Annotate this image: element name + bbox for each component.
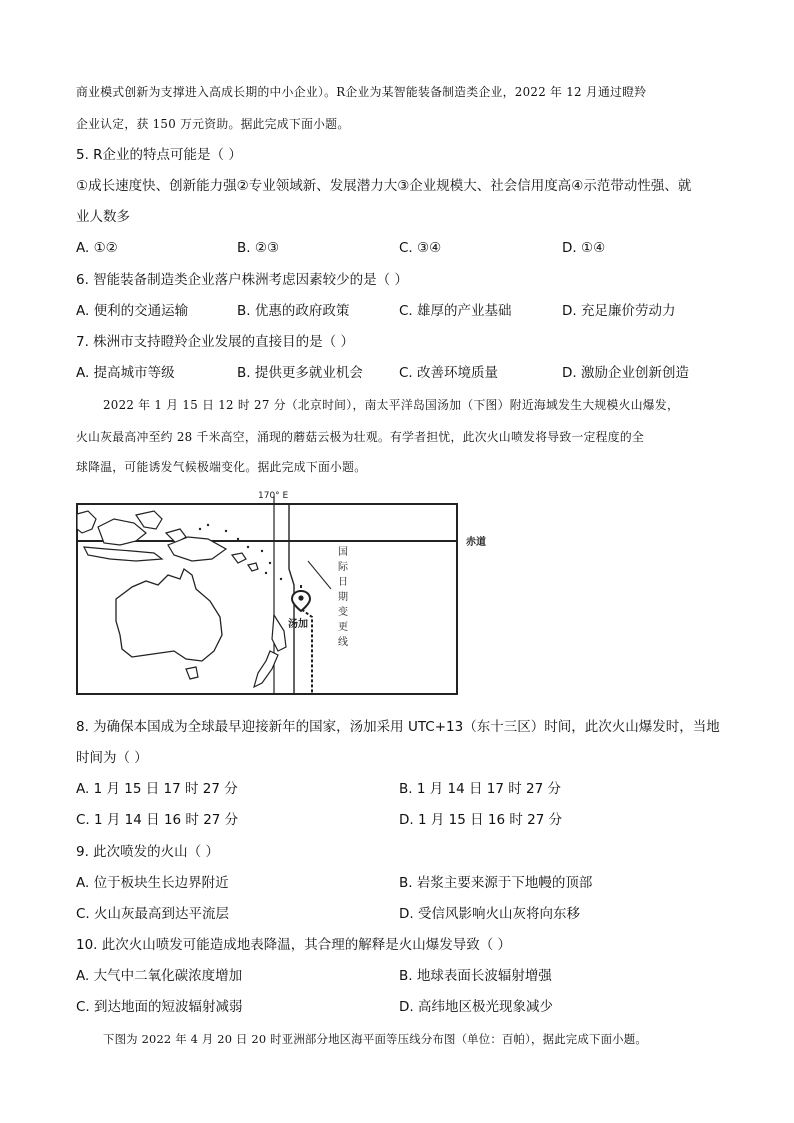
q8-option-a: A. 1 月 15 日 17 时 27 分 [76,781,238,797]
tonga-label: 汤加 [288,619,308,630]
passage2-line-2: 火山灰最高冲至约 28 千米高空，涌现的蘑菇云极为壮观。有学者担忧，此次火山喷发将导致一定程度的全 [76,430,645,444]
svg-text:线: 线 [338,637,348,648]
q6-option-a: A. 便利的交通运输 [76,303,189,319]
svg-text:更: 更 [338,622,348,633]
passage3-line-1: 下图为 2022 年 4 月 20 日 20 时亚洲部分地区海平面等压线分布图（单位：百帕），据此完成下面小题。 [103,1032,647,1046]
q7-option-a: A. 提高城市等级 [76,365,175,381]
passage2-line-1: 2022 年 1 月 15 日 12 时 27 分（北京时间），南太平洋岛国汤加（下图）附近海域发生大规模火山爆发， [103,398,680,412]
q5-stem: 5. R企业的特点可能是（ ） [76,147,242,163]
q8-stem-line-1: 8. 为确保本国成为全球最早迎接新年的国家，汤加采用 UTC+13（东十三区）时间，此次火山爆发时，当地 [76,719,720,735]
q5-option-c: C. ③④ [399,240,442,256]
q9-option-b: B. 岩浆主要来源于下地幔的顶部 [399,875,593,891]
q5-option-d: D. ①④ [562,240,606,256]
q10-option-d: D. 高纬地区极光现象减少 [399,999,553,1015]
q5-option-a: A. ①② [76,240,118,256]
q5-desc-line-1: ①成长速度快、创新能力强②专业领域新、发展潜力大③企业规模大、社会信用度高④示范带动性强、就 [76,178,692,194]
q10-option-a: A. 大气中二氧化碳浓度增加 [76,968,243,984]
q10-stem: 10. 此次火山喷发可能造成地表降温，其合理的解释是火山爆发导致（ ） [76,937,512,953]
q6-option-d: D. 充足廉价劳动力 [562,303,676,319]
q7-option-b: B. 提供更多就业机会 [237,365,363,381]
q6-option-c: C. 雄厚的产业基础 [399,303,512,319]
svg-text:国: 国 [338,547,348,558]
q10-option-b: B. 地球表面长波辐射增强 [399,968,552,984]
q9-option-a: A. 位于板块生长边界附近 [76,875,229,891]
q10-option-c: C. 到达地面的短波辐射减弱 [76,999,243,1015]
q5-option-b: B. ②③ [237,240,280,256]
q5-desc-line-2: 业人数多 [76,209,130,225]
q8-option-c: C. 1 月 14 日 16 时 27 分 [76,812,239,828]
q8-option-d: D. 1 月 15 日 16 时 27 分 [399,812,563,828]
q8-option-b: B. 1 月 14 日 17 时 27 分 [399,781,562,797]
q7-option-c: C. 改善环境质量 [399,365,499,381]
q8-stem-line-2: 时间为（ ） [76,750,148,766]
q6-option-b: B. 优惠的政府政策 [237,303,350,319]
q9-stem: 9. 此次喷发的火山（ ） [76,844,219,860]
longitude-label: 170° E [258,491,289,501]
svg-text:际: 际 [338,562,348,573]
svg-text:日: 日 [338,577,348,588]
passage2-line-3: 球降温，可能诱发气候极端变化。据此完成下面小题。 [76,460,367,474]
svg-text:变: 变 [338,607,348,618]
intro-line-1: 商业模式创新为支撑进入高成长期的中小企业）。R企业为某智能装备制造类企业，2022 年 12 月通过瞪羚 [76,85,647,99]
tonga-location-map [76,489,496,697]
q7-stem: 7. 株洲市支持瞪羚企业发展的直接目的是（ ） [76,334,354,350]
q6-stem: 6. 智能装备制造类企业落户株洲考虑因素较少的是（ ） [76,272,408,288]
equator-label: 赤道 [466,537,486,548]
q9-option-c: C. 火山灰最高到达平流层 [76,906,230,922]
q7-option-d: D. 激励企业创新创造 [562,365,689,381]
svg-text:期: 期 [338,592,348,603]
intro-line-2: 企业认定，获 150 万元资助。据此完成下面小题。 [76,117,350,131]
q9-option-d: D. 受信风影响火山灰将向东移 [399,906,580,922]
dateline-label [338,546,349,648]
